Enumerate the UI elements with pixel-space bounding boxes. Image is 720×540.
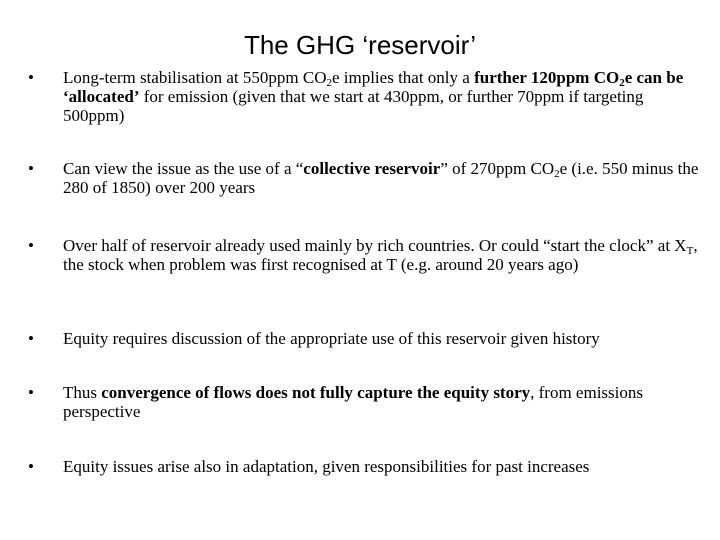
text-run: ” of 270ppm CO (440, 159, 555, 178)
text-run: e (i.e. 550 minus the 280 of 1850) over 200 years (63, 159, 699, 197)
text-run: e implies that only a (331, 68, 475, 87)
text-run: Over half of reservoir already used mainly by rich countries. Or could “start the clock” at X (63, 236, 687, 255)
bullet-text (63, 159, 703, 197)
text-run: Thus (63, 383, 102, 402)
text-run: Can view the issue as the use of a “ (63, 159, 304, 178)
bullet-dot: • (28, 68, 34, 87)
text-run: Long-term stabilisation at 550ppm CO (63, 68, 327, 87)
text-run: Equity requires discussion of the appropriate use of this reservoir given history (63, 329, 600, 348)
text-run: e can be ‘allocated’ (63, 68, 684, 106)
bullet-dot: • (28, 457, 34, 476)
bullet-dot: • (28, 383, 34, 402)
bullet-text (63, 383, 703, 421)
text-run: , the stock when problem was first recognised at T (e.g. around 20 years ago) (63, 236, 698, 274)
text-run: convergence of flows does not fully capture the equity story (101, 383, 531, 402)
bullet-dot: • (28, 159, 34, 178)
bullet-text (63, 329, 703, 348)
text-run: T (686, 245, 694, 257)
bullet-dot: • (28, 236, 34, 255)
text-run: 2 (326, 77, 332, 89)
text-run: 2 (554, 168, 560, 180)
text-run: collective reservoir (303, 159, 441, 178)
bullet-dot: • (28, 329, 34, 348)
text-run: 2 (619, 77, 625, 89)
bullet-text (63, 457, 703, 476)
bullet-text (63, 68, 703, 125)
bullet-text (63, 236, 703, 274)
text-run: for emission (given that we start at 430ppm, or further 70ppm if targeting 500ppm) (63, 87, 644, 125)
text-run: , from emissions perspective (63, 383, 643, 421)
slide-title: The GHG ‘reservoir’ (243, 30, 477, 60)
text-run: further 120ppm CO (474, 68, 620, 87)
text-run: Equity issues arise also in adaptation, given responsibilities for past increases (63, 457, 590, 476)
